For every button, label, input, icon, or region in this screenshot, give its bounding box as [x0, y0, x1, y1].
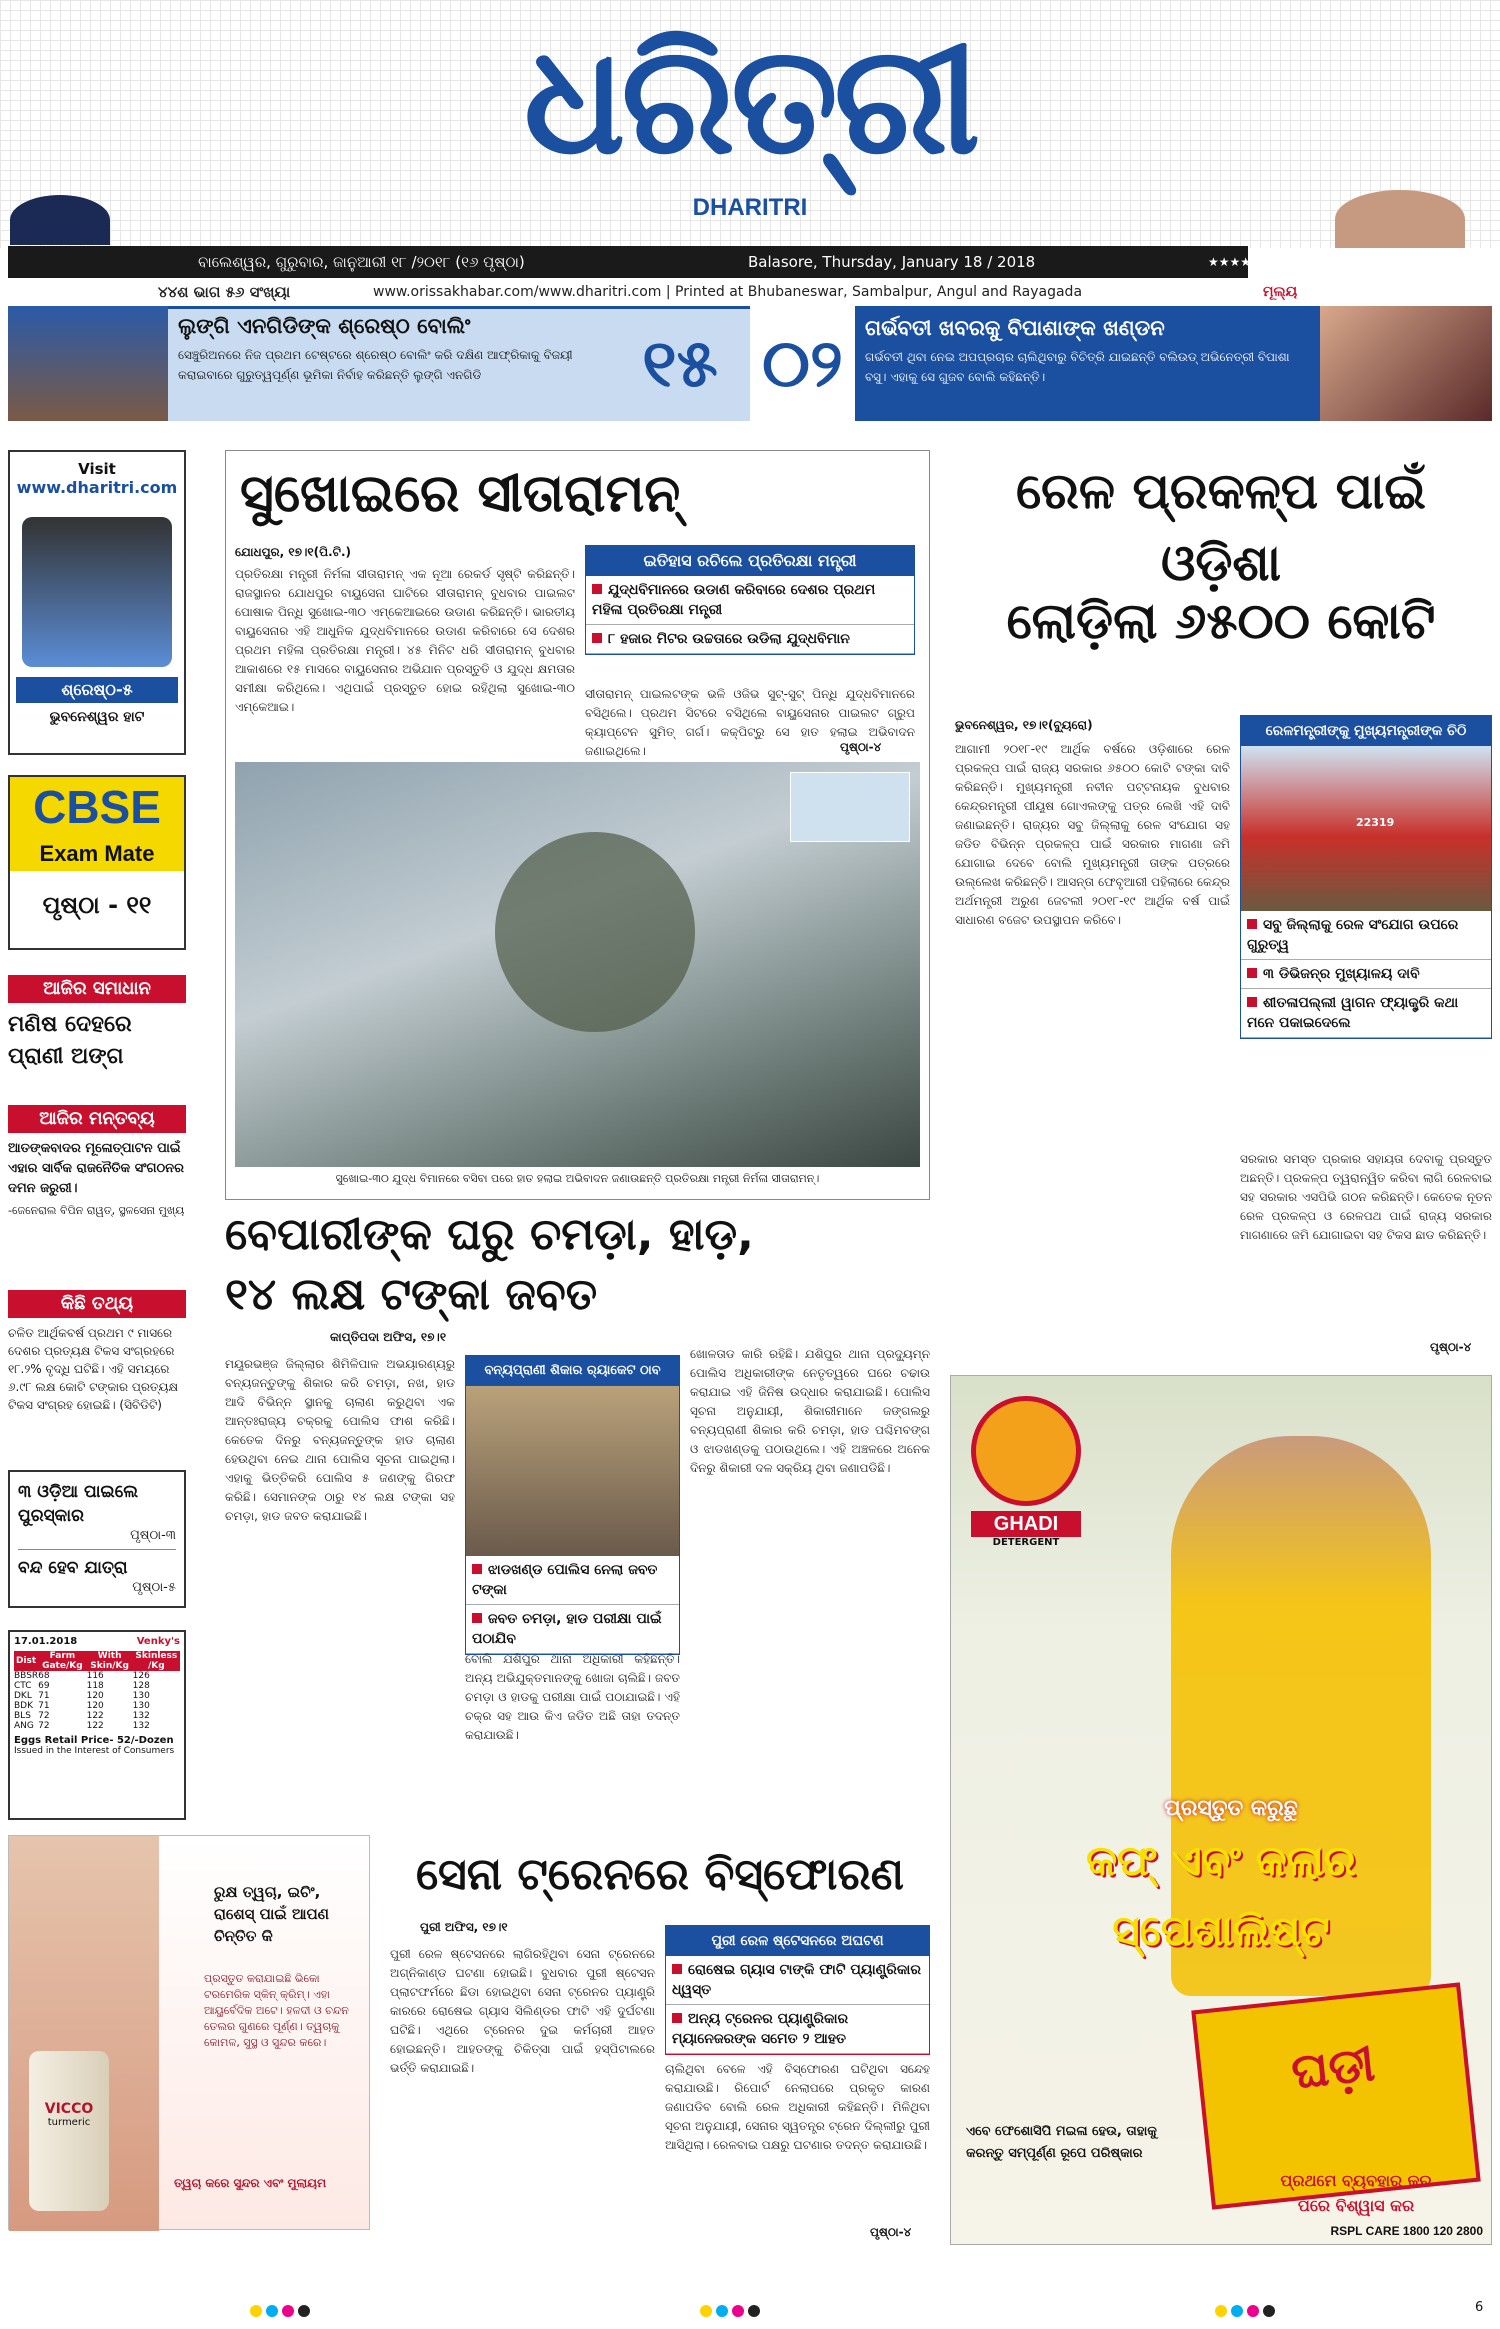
list-item: ଯୁଦ୍ଧବିମାନରେ ଉଡାଣ କରିବାରେ ଦେଶର ପ୍ରଥମ ମହିଳା ପ୍ରତିରକ୍ଷା ମନ୍ତ୍ରୀ: [586, 576, 914, 625]
vicco-ad[interactable]: [8, 1835, 370, 2230]
story2-headline2[interactable]: ଲୋଡ଼ିଲା ୬୫୦୦ କୋଟି: [1006, 592, 1436, 650]
story3-body3: ବୋଲି ଯଶିପୁର ଥାନା ଅଧିକାରୀ କହିଛନ୍ତି। ଅନ୍ୟ ଅଭିଯୁକ୍ତମାନଙ୍କୁ ଖୋଜା ଚାଲିଛି। ଜବତ ଚମଡ଼ା ଓ ହାଡକୁ ପରୀକ୍ଷା ପାଇଁ ପଠାଯାଇଛି। ଏହି ଚକ୍ର ସହ ଆଉ କିଏ ଜଡିତ ଅଛି ତାହା ତଦନ୍ତ କରାଯାଉଛି।: [465, 1652, 680, 1742]
table-row: CTC 69 118 128: [14, 1681, 150, 1691]
vicco-tube-icon: [29, 2051, 109, 2211]
story4-factbox: [665, 1925, 930, 2055]
cbse-title: CBSE: [10, 777, 184, 837]
ghadi-line1: ପ୍ରସ୍ତୁତ କରୁଛୁ: [1164, 1796, 1298, 1821]
ghadi-detergent-ad[interactable]: [950, 1375, 1492, 2245]
vicco-tagline: ତ୍ୱଚା କରେ ସୁନ୍ଦର ଏବଂ ମୁଲାୟମ: [174, 2176, 327, 2190]
story3-factbox: [465, 1355, 680, 1655]
table-row: DKL 71 120 130: [14, 1691, 150, 1701]
promo-left[interactable]: [178, 314, 608, 385]
table-row: BLS 72 122 132: [14, 1711, 150, 1721]
volume-number: ୪୪ଶ ଭାଗ ୫୬ ସଂଖ୍ୟା: [158, 283, 291, 301]
story3-headline2[interactable]: ୧୪ ଲକ୍ଷ ଟଙ୍କା ଜବତ: [225, 1269, 598, 1320]
story2-box-title: ରେଳମନ୍ତ୍ରୀଙ୍କୁ ମୁଖ୍ୟମନ୍ତ୍ରୀଙ୍କ ଚିଠି: [1241, 716, 1491, 746]
story4-continued[interactable]: ପୃଷ୍ଠା-୪: [870, 2225, 912, 2239]
short1-page: ପୃଷ୍ଠା-୩: [130, 1528, 176, 1543]
table-row: BDK 71 120 130: [14, 1701, 150, 1711]
ghadi-logo-icon: [971, 1396, 1081, 1506]
egg-date: 17.01.2018: [14, 1636, 78, 1647]
story3-box-title: ବନ୍ୟପ୍ରାଣୀ ଶିକାର ର୍‍ୟାକେଟ ଠାବ: [466, 1356, 679, 1386]
story3-dateline: କାପ୍ତିପଦା ଅଫିସ, ୧୭।୧: [330, 1330, 447, 1344]
cricketer-photo: [10, 195, 110, 245]
promo-left-sub: ସେଞ୍ଚୁରିଅନରେ ନିଜ ପ୍ରଥମ ଟେଷ୍ଟରେ ଶ୍ରେଷ୍ଠ ବୋଲିଂ କରି ଦକ୍ଷିଣ ଆଫ୍ରିକାକୁ ବିଜୟୀ କରାଇବାରେ ଗୁରୁତ୍ୱପୂର୍ଣ୍ଣ ଭୂମିକା ନିର୍ବାହ କରିଛନ୍ତି ଲୁଙ୍ଗି ଏନଗିଡି: [178, 348, 573, 382]
list-item: ଜବତ ଚମଡ଼ା, ହାଡ ପରୀକ୍ଷା ପାଇଁ ପଠାଯିବ: [466, 1605, 679, 1654]
story2-continued[interactable]: ପୃଷ୍ଠା-୪: [1430, 1340, 1472, 1354]
ghadi-line4: ଏବେ ଫେଶୋସିପି ମଇଳା ହେଉ, ତାହାକୁ କରନ୍ତୁ ସମ୍ପୂର୍ଣ୍ଣ ରୂପେ ପରିଷ୍କାର: [966, 2124, 1157, 2161]
vicco-text: ପ୍ରସ୍ତୁତ କରାଯାଇଛି ଭିକୋ ଟରମେରିକ ସ୍କିନ୍ କ୍ରିମ୍। ଏହା ଆୟୁର୍ବେଦିକ ଅଟେ। ହଳଦୀ ଓ ଚନ୍ଦନ ତେଲର ଗୁଣରେ ପୂର୍ଣ୍ଣ। ତ୍ୱଚାକୁ କୋମଳ, ସୁସ୍ଥ ଓ ସୁନ୍ଦର କରେ।: [204, 1972, 349, 2049]
dateline-odia: ବାଲେଶ୍ୱର, ଗୁରୁବାର, ଜାନୁଆରୀ ୧୮ /୨୦୧୮ (୧୬ ପୃଷ୍ଠା): [198, 253, 525, 271]
vicco-product: turmeric: [47, 2117, 91, 2128]
registration-marks: [250, 2302, 314, 2321]
story2-headline1[interactable]: ରେଳ ପ୍ରକଳ୍ପ ପାଇଁ ଓଡ଼ିଶା: [1015, 462, 1426, 592]
website-line: www.orissakhabar.com/www.dharitri.com | Printed at Bhubaneswar, Sambalpur, Angul and Rayagada: [373, 284, 1083, 300]
promo-right-headline: ଗର୍ଭବତୀ ଖବରକୁ ବିପାଶାଙ୍କ ଖଣ୍ଡନ: [865, 316, 1165, 340]
list-item: ରୋଷେଇ ଗ୍ୟାସ ଟାଙ୍କି ଫାଟି ପ୍ୟାଣ୍ଟ୍ରିକାର ଧ୍ୱସ୍ତ: [666, 1956, 929, 2005]
registration-marks: [1215, 2302, 1279, 2321]
mantavya-text: ଆତଙ୍କବାଦର ମୂଳୋତ୍ପାଟନ ପାଇଁ ଏହାର ସାର୍ବିକ ରାଜନୈତିକ ସଂଗଠନର ଦମନ ଜରୁରୀ।: [8, 1141, 184, 1196]
egg-header: Skinless /Kg: [135, 1651, 178, 1671]
mantavya-by: -ଜେନେରାଲ ବିପିନ ରାୱତ୍, ସ୍ଥଳସେନା ମୁଖ୍ୟ: [8, 1204, 185, 1217]
story1-continued[interactable]: ପୃଷ୍ଠା-୪: [840, 740, 882, 754]
cover-price: ମୂଲ୍ୟ: [1263, 284, 1298, 300]
page-number: 6: [1475, 2300, 1484, 2315]
egg-header: Dist: [15, 1656, 37, 1666]
registration-marks: [700, 2302, 764, 2321]
short2-page: ପୃଷ୍ଠା-୫: [132, 1580, 176, 1595]
story1-headline[interactable]: ସୁଖୋଇରେ ସୀତାରାମନ୍: [240, 464, 681, 524]
story4-dateline: ପୁରୀ ଅଫିସ, ୧୭।୧: [420, 1920, 508, 1934]
sukhoi-photo: [235, 762, 920, 1167]
promo-actress-photo: [1320, 306, 1492, 421]
vicco-question: ରୁକ୍ଷ ତ୍ୱଚା, ଇଚିଂ, ରାଶେସ୍ ପାଇଁ ଆପଣ ଚିନ୍ତିତ କି: [214, 1883, 330, 1945]
list-item: ଅନ୍ୟ ଟ୍ରେନର ପ୍ୟାଣ୍ଟ୍ରିକାର ମ୍ୟାନେଜରଙ୍କ ସମେତ ୨ ଆହତ: [666, 2005, 929, 2054]
facts-text: ଚଳିତ ଆର୍ଥିକବର୍ଷ ପ୍ରଥମ ୯ ମାସରେ ଦେଶର ପ୍ରତ୍ୟକ୍ଷ ଟିକସ ସଂଗ୍ରହରେ ୧୮.୨% ବୃଦ୍ଧି ଘଟିଛି। ଏହି ସମୟରେ ୬.୯୮ ଲକ୍ଷ କୋଟି ଟଙ୍କାର ପ୍ରତ୍ୟକ୍ଷ ଟିକସ ସଂଗ୍ରହ ହୋଇଛି। (ସିବିଡିଟି): [8, 1326, 179, 1412]
story1-dateline: ଯୋଧପୁର, ୧୭।୧(ପି.ଟି.): [235, 545, 352, 559]
egg-header: Farm Gate/Kg: [42, 1651, 83, 1671]
edition-line: [8, 280, 1328, 304]
cbse-sub: Exam Mate: [10, 837, 184, 871]
app-label: ଶ୍ରେଷ୍ଠ-୫: [16, 677, 178, 703]
story1-body: ପ୍ରତିରକ୍ଷା ମନ୍ତ୍ରୀ ନିର୍ମଳା ସୀତାରାମନ୍ ଏକ ନୂଆ ରେକର୍ଡ ସୃଷ୍ଟି କରିଛନ୍ତି। ରାଜସ୍ଥାନର ଯୋଧପୁର ବାୟୁସେନା ଘାଟିରେ ସୀତାରାମନ୍ ବୁଧବାର ପାଇଲଟ ପୋଷାକ ପିନ୍ଧି ସୁଖୋଇ-୩୦ ଏମ୍‌କେଆଇରେ ଉଡାଣ କରିଛନ୍ତି। ଭାରତୀୟ ବାୟୁସେନାର ଏହି ଆଧୁନିକ ଯୁଦ୍ଧବିମାନରେ ଉଡାଣ କରିବାରେ ସେ ଦେଶର ପ୍ରଥମ ମହିଳା ପ୍ରତିରକ୍ଷା ମନ୍ତ୍ରୀ। ୪୫ ମିନିଟ ଧରି ସୀତାରାମନ୍ ବୁଧବାର ଆକାଶରେ ୧୫ ମାସରେ ବାୟୁସେନାର ଅଭିଯାନ ପ୍ରସ୍ତୁତି ଓ ଯୁଦ୍ଧ କ୍ଷମତାର ସମୀକ୍ଷା କରିଥିଲେ। ଏଥିପାଇଁ ପ୍ରସ୍ତୁତ ହୋଇ ରହିଥିଲା ସୁଖୋଇ-୩୦ ଏମ୍‌କେଆଇ।: [235, 567, 575, 714]
promo-right[interactable]: [855, 306, 1320, 421]
egg-footer: Eggs Retail Price- 52/-Dozen: [14, 1735, 174, 1746]
ghadi-brand: GHADI: [971, 1511, 1081, 1537]
story1-body2: ସୀତାରାମନ୍ ପାଇଲଟଙ୍କ ଭଳି ଓଜିଭ ସୁଟ୍-ସୁଟ୍ ପିନ୍ଧି ଯୁଦ୍ଧବିମାନରେ ବସିଥିଲେ। ପ୍ରଥମ ସିଟରେ ବସିଥିଲେ ବାୟୁସେନାର ପାଇଲଟ ଗ୍ରୁପ କ୍ୟାପ୍ଟେନ ସୁମିତ୍ ଗର୍ଗ। କକ୍‌ପିଟ୍‌ରୁ ସେ ହାତ ହଲାଇ ଅଭିବାଦନ ଜଣାଇଥିଲେ।: [585, 687, 915, 758]
story2-body2: ସରକାର ସମସ୍ତ ପ୍ରକାର ସହାୟତା ଦେବାକୁ ପ୍ରସ୍ତୁତ ଅଛନ୍ତି। ପ୍ରକଳ୍ପ ତ୍ୱରାନ୍ୱିତ କରିବା ଲାଗି ରେଳବାଇ ସହ ସରକାର ଏସପିଭି ଗଠନ କରିଛନ୍ତି। କେତେକ ନୂତନ ରେଳ ପ୍ରକଳ୍ପ ଓ ରେଳପଥ ପାଇଁ ରାଜ୍ୟ ସରକାର ମାଗଣାରେ ଜମି ଯୋଗାଇବା ସହ ଟିକସ ଛାଡ କରିଛନ୍ତି।: [1240, 1152, 1492, 1242]
vicco-brand: VICCO: [44, 2101, 94, 2117]
ghadi-tag1: ପ୍ରଥମେ ବ୍ୟବହାର କର: [1280, 2171, 1432, 2190]
mantavya-box: [8, 1105, 186, 1219]
list-item: ସବୁ ଜିଲ୍ଲାକୁ ରେଳ ସଂଯୋଗ ଉପରେ ଗୁରୁତ୍ୱ: [1241, 911, 1491, 960]
shorts-box[interactable]: [8, 1470, 186, 1608]
promo-right-sub: ଗର୍ଭବତୀ ଥିବା ନେଇ ଅପପ୍ରଚାର ଚାଲିଥିବାରୁ ବିଚିତ୍ରି ଯାଇଛନ୍ତି ବଲିଉଡ୍ ଅଭିନେତ୍ରୀ ବିପାଶା ବସୁ। ଏହାକୁ ସେ ଗୁଜବ ବୋଲି କହିଛନ୍ତି।: [865, 350, 1290, 384]
story4-body: ପୁରୀ ରେଳ ଷ୍ଟେସନରେ ଲାଗିରହିଥିବା ସେନା ଟ୍ରେନରେ ଅଗ୍ନିକାଣ୍ଡ ଘଟଣା ହୋଇଛି। ବୁଧବାର ପୁରୀ ଷ୍ଟେସନ ପ୍ଲାଟଫର୍ମରେ ଛିଡା ହୋଇଥିବା ସେନା ଟ୍ରେନର ପ୍ୟାଣ୍ଟ୍ରି କାରରେ ରୋଷେଇ ଗ୍ୟାସ ସିଲିଣ୍ଡର ଫାଟି ଏହି ଦୁର୍ଘଟଣା ଘଟିଛି। ଏଥିରେ ଟ୍ରେନର ଦୁଇ କର୍ମଚାରୀ ଆହତ ହୋଇଛନ୍ତି। ଆହତଙ୍କୁ ଚିକିତ୍ସା ପାଇଁ ହସ୍ପିଟାଲରେ ଭର୍ତ୍ତି କରାଯାଇଛି।: [390, 1947, 655, 2075]
promo-player-photo: [8, 306, 168, 421]
seized-items-photo: [466, 1386, 679, 1556]
app-sub: ଭୁବନେଶ୍ୱର ହାଟ: [49, 709, 145, 725]
short2: ବନ୍ଦ ହେବ ଯାତ୍ରା: [18, 1558, 128, 1578]
short1: ୩ ଓଡ଼ିଆ ପାଇଲେ ପୁରସ୍କାର: [18, 1482, 139, 1526]
facts-label: କିଛି ତଥ୍ୟ: [8, 1290, 186, 1318]
list-item: ଶୀତଳାପଲ୍ଲୀ ୱାଗନ ଫ୍ୟାକ୍ଟ୍ରି କଥା ମନେ ପକାଇଦେଲେ: [1241, 989, 1491, 1038]
egg-note: Issued in the Interest of Consumers: [14, 1746, 175, 1756]
story3-headline1[interactable]: ବେପାରୀଙ୍କ ଘରୁ ଚମଡ଼ା, ହାଡ଼,: [225, 1209, 754, 1260]
story4-body2: ଚାଲିଥିବା ବେଳେ ଏହି ବିସ୍ଫୋରଣ ଘଟିଥିବା ସନ୍ଦେହ କରାଯାଉଛି। ରିପୋର୍ଟ ନେଲାପରେ ପ୍ରକୃତ କାରଣ ଜଣାପଡିବ ବୋଲି ରେଳ ଅଧିକାରୀ କହିଛନ୍ତି। ମିଳିଥିବା ସୂଚନା ଅନୁଯାୟୀ, ସେନାର ସ୍ୱତନ୍ତ୍ର ଟ୍ରେନ ଦିଲ୍ଲୀରୁ ପୁରୀ ଆସିଥିଲା। ରେଳବାଇ ପକ୍ଷରୁ ଘଟଣାର ତଦନ୍ତ କରାଯାଉଛି।: [665, 2062, 930, 2152]
newspaper-logo-latin: DHARITRI: [692, 194, 808, 221]
dateline-english: Balasore, Thursday, January 18 / 2018: [748, 253, 1036, 271]
cbse-page: ପୃଷ୍ଠା - ୧୧: [42, 891, 152, 919]
story1-caption: ସୁଖୋଇ-୩୦ ଯୁଦ୍ଧ ବିମାନରେ ବସିବା ପରେ ହାତ ହଲାଇ ଅଭିବାଦନ ଜଣାଉଛନ୍ତି ପ୍ରତିରକ୍ଷା ମନ୍ତ୍ରୀ ନିର୍ମଳା ସୀତାରାମନ୍।: [335, 1172, 820, 1185]
story2-dateline: ଭୁବନେଶ୍ୱର, ୧୭।୧(ବ୍ୟୁରୋ): [955, 718, 1093, 732]
story3-body: ମୟୂରଭଞ୍ଜ ଜିଲ୍ଲାର ଶିମିଳିପାଳ ଅଭୟାରଣ୍ୟରୁ ବନ୍ୟଜନ୍ତୁଙ୍କୁ ଶିକାର କରି ଚମଡ଼ା, ନଖ, ହାଡ ଆଦି ବିଭିନ୍ନ ସ୍ଥାନକୁ ଚାଲାଣ କରୁଥିବା ଏକ ଆନ୍ତଃରାଜ୍ୟ ଚକ୍ରକୁ ପୋଲିସ ଫାଶ କରିଛି। କେତେକ ଦିନରୁ ବନ୍ୟଜନ୍ତୁଙ୍କ ହାଡ ଚାଲାଣ ହେଉଥିବା ନେଇ ଥାନା ପୋଲିସ ସୂଚନା ପାଇଥିଲା। ଏହାକୁ ଭିତ୍ତିକରି ପୋଲିସ ୫ ଜଣଙ୍କୁ ଗିରଫ କରିଛି। ସେମାନଙ୍କ ଠାରୁ ୧୪ ଲକ୍ଷ ଟଙ୍କା ସହ ଚମଡ଼ା, ହାଡ ଜବତ କରାଯାଇଛି।: [225, 1357, 455, 1523]
train-photo: [1241, 746, 1491, 911]
table-row: BBSR 68 116 126: [14, 1671, 150, 1681]
phone-app-icon: [22, 517, 172, 667]
story4-headline[interactable]: ସେନା ଟ୍ରେନରେ ବିସ୍ଫୋରଣ: [416, 1849, 904, 1900]
train-number: 22319: [1356, 816, 1395, 829]
promo-left-page: ୧୫: [642, 324, 718, 402]
table-row: ANG 72 122 132: [14, 1721, 150, 1731]
promo-left-headline: ଲୁଙ୍ଗି ଏନଗିଡିଙ୍କ ଶ୍ରେଷ୍ଠ ବୋଲିଂ: [178, 314, 471, 338]
edition-stars: ★★★★: [1208, 255, 1252, 269]
cbse-exam-mate-box[interactable]: [8, 775, 186, 950]
list-item: ୩ ଡିଭିଜନ୍‌ର ମୁଖ୍ୟାଳୟ ଦାବି: [1241, 960, 1491, 989]
story1-box-title: ଇତିହାସ ରଚିଲେ ପ୍ରତିରକ୍ଷା ମନ୍ତ୍ରୀ: [586, 546, 914, 576]
samadhan-label: ଆଜିର ସମାଧାନ: [8, 975, 186, 1003]
ghadi-tag2: ପରେ ବିଶ୍ୱାସ କର: [1297, 2196, 1415, 2215]
list-item: ୮ ହଜାର ମିଟର ଉଚ୍ଚତାରେ ଉଡିଲା ଯୁଦ୍ଧବିମାନ: [586, 625, 914, 654]
promo-right-page: ୦୨: [762, 324, 843, 402]
egg-header: With Skin/Kg: [90, 1651, 129, 1671]
egg-price-box: [8, 1630, 186, 1820]
visit-website-box[interactable]: [8, 450, 186, 755]
facts-box: [8, 1290, 186, 1414]
actress-photo: [1335, 190, 1465, 248]
pilot-helmet-icon: [495, 832, 695, 1032]
visit-label: Visit: [78, 460, 116, 478]
ghadi-line3: ସ୍ପେଶାଲିଷ୍ଟ: [1112, 1906, 1330, 1955]
story2-factbox: [1240, 715, 1492, 1039]
newspaper-logo: ଧରିତ୍ରୀ: [523, 12, 977, 188]
mantavya-label: ଆଜିର ମନ୍ତବ୍ୟ: [8, 1105, 186, 1133]
egg-price-table: [14, 1651, 180, 1731]
story2-body: ଆଗାମୀ ୨୦୧୮-୧୯ ଆର୍ଥିକ ବର୍ଷରେ ଓଡ଼ିଶାରେ ରେଳ ପ୍ରକଳ୍ପ ପାଇଁ ରାଜ୍ୟ ସରକାର ୬୫୦୦ କୋଟି ଟଙ୍କା ଦାବି କରିଛନ୍ତି। ମୁଖ୍ୟମନ୍ତ୍ରୀ ନବୀନ ପଟ୍ଟନାୟକ ବୁଧବାର କେନ୍ଦ୍ରମନ୍ତ୍ରୀ ପୀୟୂଷ ଗୋଏଲଙ୍କୁ ପତ୍ର ଲେଖି ଏହି ଦାବି ଜଣାଇଛନ୍ତି। ରାଜ୍ୟର ସବୁ ଜିଲ୍ଲାକୁ ରେଳ ସଂଯୋଗ ସହ ଜଡିତ ବିଭିନ୍ନ ପ୍ରକଳ୍ପ ପାଇଁ ସରକାର ମାଗଣା ଜମି ଯୋଗାଇ ଦେବେ ବୋଲି ମୁଖ୍ୟମନ୍ତ୍ରୀ ତାଙ୍କ ପତ୍ରରେ ଉଲ୍ଲେଖ କରିଛନ୍ତି। ଆସନ୍ତା ଫେବୃଆରୀ ପହିଲାରେ କେନ୍ଦ୍ର ଅର୍ଥମନ୍ତ୍ରୀ ଅରୁଣ ଜେଟଲୀ ୨୦୧୮-୧୯ ଆର୍ଥିକ ବର୍ଷ ପାଇଁ ସାଧାରଣ ବଜେଟ ଉପସ୍ଥାପନ କରିବେ।: [955, 742, 1230, 927]
samadhan-text: ମଣିଷ ଦେହରେ ପ୍ରାଣୀ ଅଙ୍ଗ: [8, 1012, 132, 1069]
story3-body2: ଖୋଳତାଡ କାରି ରହିଛି। ଯଶିପୁର ଥାନା ପ୍ରଦ୍ୟୁମ୍ନ ପୋଲିସ ଅଧିକାରୀଙ୍କ ନେତୃତ୍ୱରେ ଘରେ ଚଢାଉ କରାଯାଇ ଏହି ଜିନିଷ ଉଦ୍ଧାର କରାଯାଇଛି। ପୋଲିସ ସୂଚନା ଅନୁଯାୟୀ, ଶିକାରୀମାନେ ଜଙ୍ଗଲରୁ ବନ୍ୟପ୍ରାଣୀ ଶିକାର କରି ଚମଡ଼ା, ହାଡ ପଶ୍ଚିମବଙ୍ଗ ଓ ଝାଡଖଣ୍ଡକୁ ପଠାଉଥିଲେ। ଏହି ଅଞ୍ଚଳରେ ଅନେକ ଦିନରୁ ଶିକାରୀ ଦଳ ସକ୍ରିୟ ଥିବା ଜଣାପଡିଛି।: [690, 1347, 930, 1475]
story4-box-title: ପୁରୀ ରେଳ ଷ୍ଟେସନରେ ଅଘଟଣ: [666, 1926, 929, 1956]
ghadi-care-line: RSPL CARE 1800 120 2800: [1330, 2224, 1483, 2238]
ghadi-pack-name: ଘଡ଼ୀ: [1288, 2035, 1378, 2101]
ghadi-line2: କଫ୍ ଏବଂ କଲାର: [1086, 1836, 1356, 1885]
egg-brand: Venky's: [136, 1636, 180, 1647]
list-item: ଝାଡଖଣ୍ଡ ପୋଲିସ ନେଲା ଜବତ ଟଙ୍କା: [466, 1556, 679, 1605]
story1-factbox: [585, 545, 915, 655]
visit-url: www.dharitri.com: [16, 478, 178, 497]
dateline-bar: [8, 246, 1252, 278]
samadhan-box: [8, 975, 186, 1073]
jet-inset-photo: [790, 772, 910, 842]
ghadi-brand-sub: DETERGENT: [992, 1537, 1060, 1548]
